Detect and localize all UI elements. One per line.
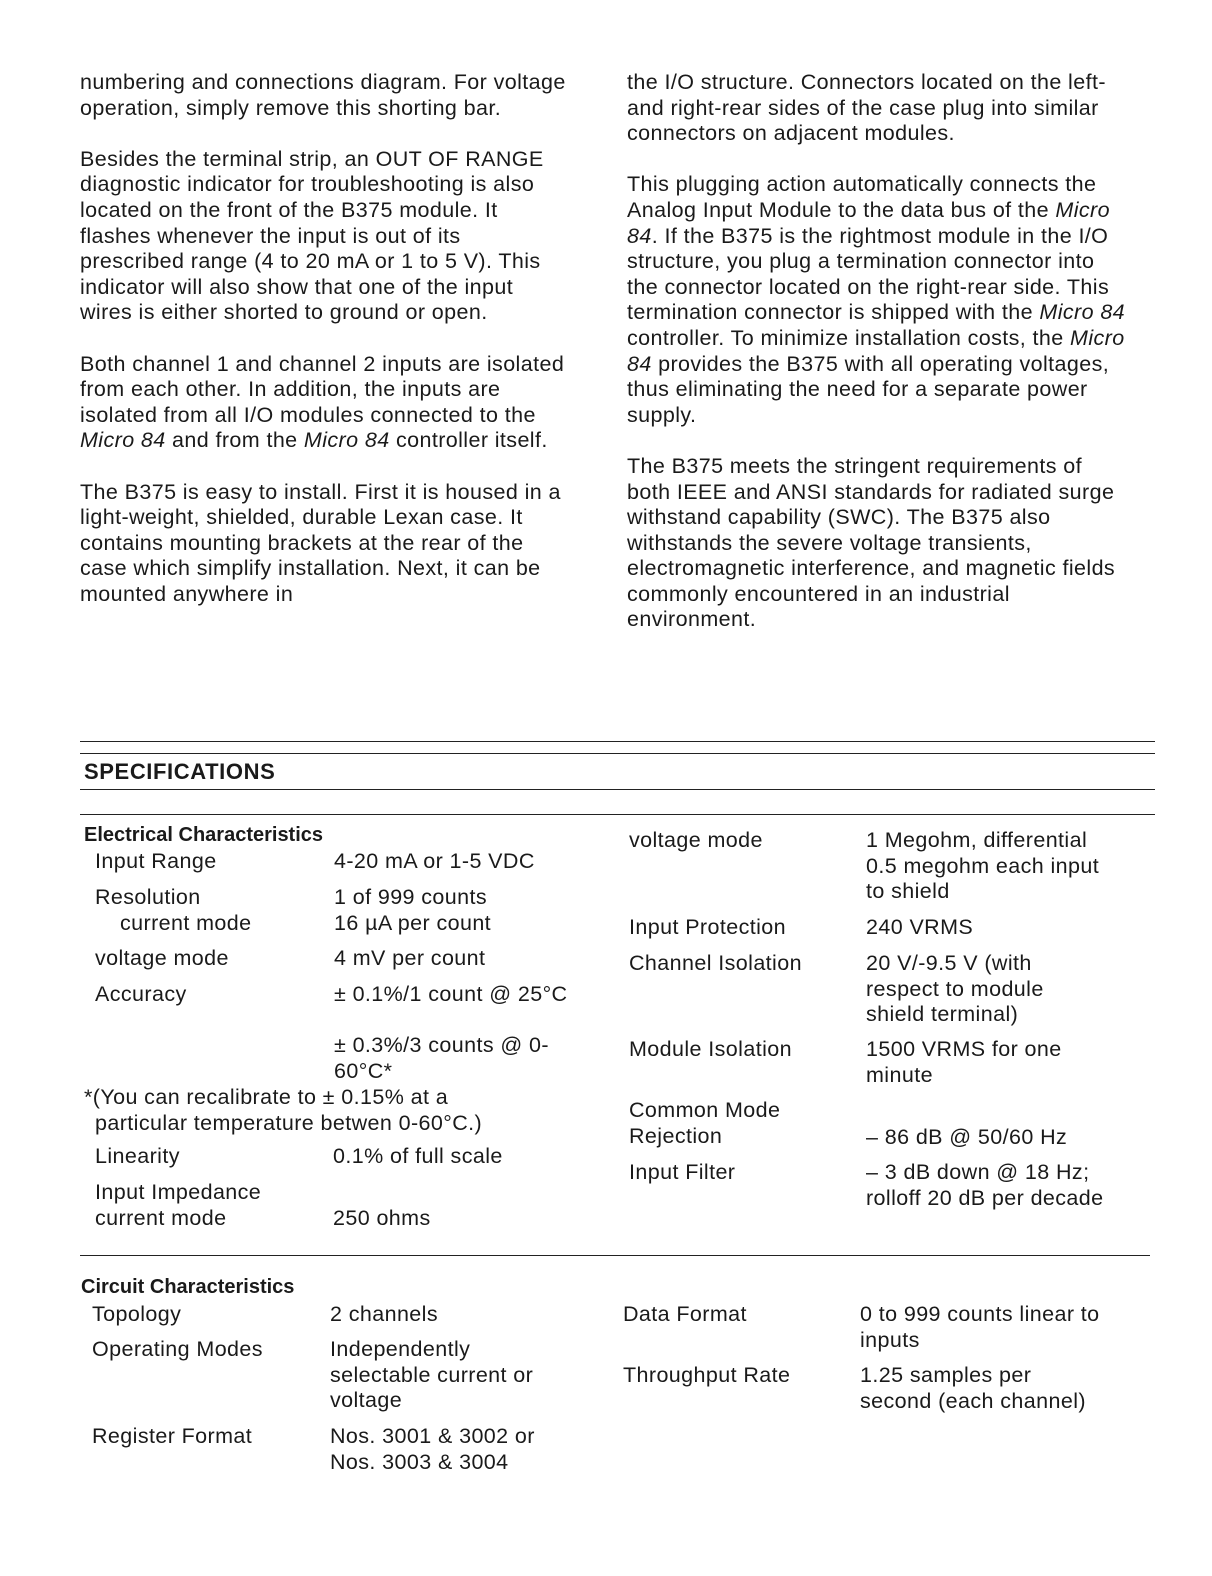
operating-modes-value: Independently selectable current or voltage [330, 1337, 534, 1413]
input-range-label: Input Range [95, 849, 217, 873]
protection-label: Input Protection [629, 915, 786, 939]
right-paragraph-1: the I/O structure. Connectors located on the left- and right-rear sides of the case plug into similar connectors on adjacent modules. [627, 70, 1106, 146]
module-isolation-label: Module Isolation [629, 1037, 792, 1061]
left-paragraph-2: Besides the terminal strip, an OUT OF RANGE diagnostic indicator for troubleshooting is also located on the front of the B375 module. It flashes whenever the input is out of its prescribed range (4 to 20 mA or 1 to 5 V). This indicator will also show that one of the input wires is either shorted to ground or open. [80, 146, 544, 325]
cmr-value: – 86 dB @ 50/60 Hz [866, 1125, 1068, 1149]
throughput-label: Throughput Rate [623, 1363, 791, 1387]
circuit-heading: Circuit Characteristics [81, 1276, 295, 1298]
rule-top-2 [80, 753, 1155, 754]
throughput-value: 1.25 samples per second (each channel) [860, 1363, 1086, 1413]
resolution-value: 1 of 999 counts [334, 885, 488, 909]
register-format-value: Nos. 3001 & 3002 or Nos. 3003 & 3004 [330, 1424, 535, 1474]
voltage-mode-value: 4 mV per count [334, 946, 486, 970]
channel-isolation-label: Channel Isolation [629, 951, 802, 975]
left-paragraph-4: The B375 is easy to install. First it is housed in a light-weight, shielded, durable Lexan case. It contains mounting brackets at the rear of the case which simplify installation. Next, it can be mounted anywhere in [80, 479, 561, 606]
accuracy-value-1: ± 0.1%/1 count @ 25°C [334, 982, 568, 1006]
rule-mid-1 [80, 789, 1155, 790]
current-mode-label: current mode [120, 911, 252, 935]
impedance-label: Input Impedance [95, 1180, 262, 1204]
cmr-label: Common Mode Rejection [629, 1098, 781, 1148]
right-paragraph-2: This plugging action automatically connects the Analog Input Module to the data bus of the Micro 84. If the B375 is the rightmost module in the I/O structure, you plug a termination connector into the connector located on the right-rear side. This termination connector is shipped with the Micro 84 controller. To minimize installation costs, the Micro 84 provides the B375 with all operating voltages, thus eliminating the need for a separate power supply. [627, 172, 1126, 427]
channel-isolation-value: 20 V/-9.5 V (with respect to module shield terminal) [866, 951, 1044, 1027]
accuracy-label: Accuracy [95, 982, 187, 1006]
module-isolation-value: 1500 VRMS for one minute [866, 1037, 1062, 1087]
left-paragraph-1: numbering and connections diagram. For voltage operation, simply remove this shorting bar. [80, 70, 566, 120]
linearity-value: 0.1% of full scale [333, 1144, 503, 1168]
input-range-value: 4-20 mA or 1-5 VDC [334, 849, 535, 873]
current-mode-value: 16 µA per count [334, 911, 492, 935]
impedance-current-label: current mode [95, 1206, 227, 1230]
voltage-mode-label: voltage mode [95, 946, 229, 970]
filter-value: – 3 dB down @ 18 Hz; rolloff 20 dB per decade [866, 1160, 1104, 1210]
impedance-current-value: 250 ohms [333, 1206, 431, 1230]
left-text-column [80, 70, 570, 607]
rule-top-1 [80, 741, 1155, 742]
impedance-voltage-label: voltage mode [629, 828, 763, 852]
specifications-title: SPECIFICATIONS [84, 759, 276, 784]
data-format-label: Data Format [623, 1302, 747, 1326]
filter-label: Input Filter [629, 1160, 736, 1184]
electrical-heading: Electrical Characteristics [84, 824, 324, 846]
right-paragraph-3: The B375 meets the stringent requirements of both IEEE and ANSI standards for radiated surge withstand capability (SWC). The B375 also withstands the severe voltage transients, electromagnetic interference, and magnetic fields commonly encountered in an industrial environment. [627, 453, 1116, 632]
accuracy-footnote: *(You can recalibrate to ± 0.15% at a particular temperature betwen 0-60°C.) [84, 1085, 483, 1135]
resolution-label: Resolution [95, 885, 201, 909]
data-format-value: 0 to 999 counts linear to inputs [860, 1302, 1100, 1352]
topology-label: Topology [92, 1302, 182, 1326]
rule-mid-2 [80, 814, 1155, 815]
accuracy-value-2: ± 0.3%/3 counts @ 0-60°C* [334, 1033, 549, 1083]
impedance-voltage-value: 1 Megohm, differential 0.5 megohm each input to shield [866, 828, 1100, 904]
operating-modes-label: Operating Modes [92, 1337, 263, 1361]
rule-section-divider [80, 1255, 1150, 1256]
left-paragraph-3: Both channel 1 and channel 2 inputs are isolated from each other. In addition, the inputs are isolated from all I/O modules connected to the Micro 84 and from the Micro 84 controller itself. [80, 351, 565, 453]
linearity-label: Linearity [95, 1144, 180, 1168]
protection-value: 240 VRMS [866, 915, 974, 939]
topology-value: 2 channels [330, 1302, 438, 1326]
register-format-label: Register Format [92, 1424, 253, 1448]
right-text-column [627, 70, 1127, 633]
